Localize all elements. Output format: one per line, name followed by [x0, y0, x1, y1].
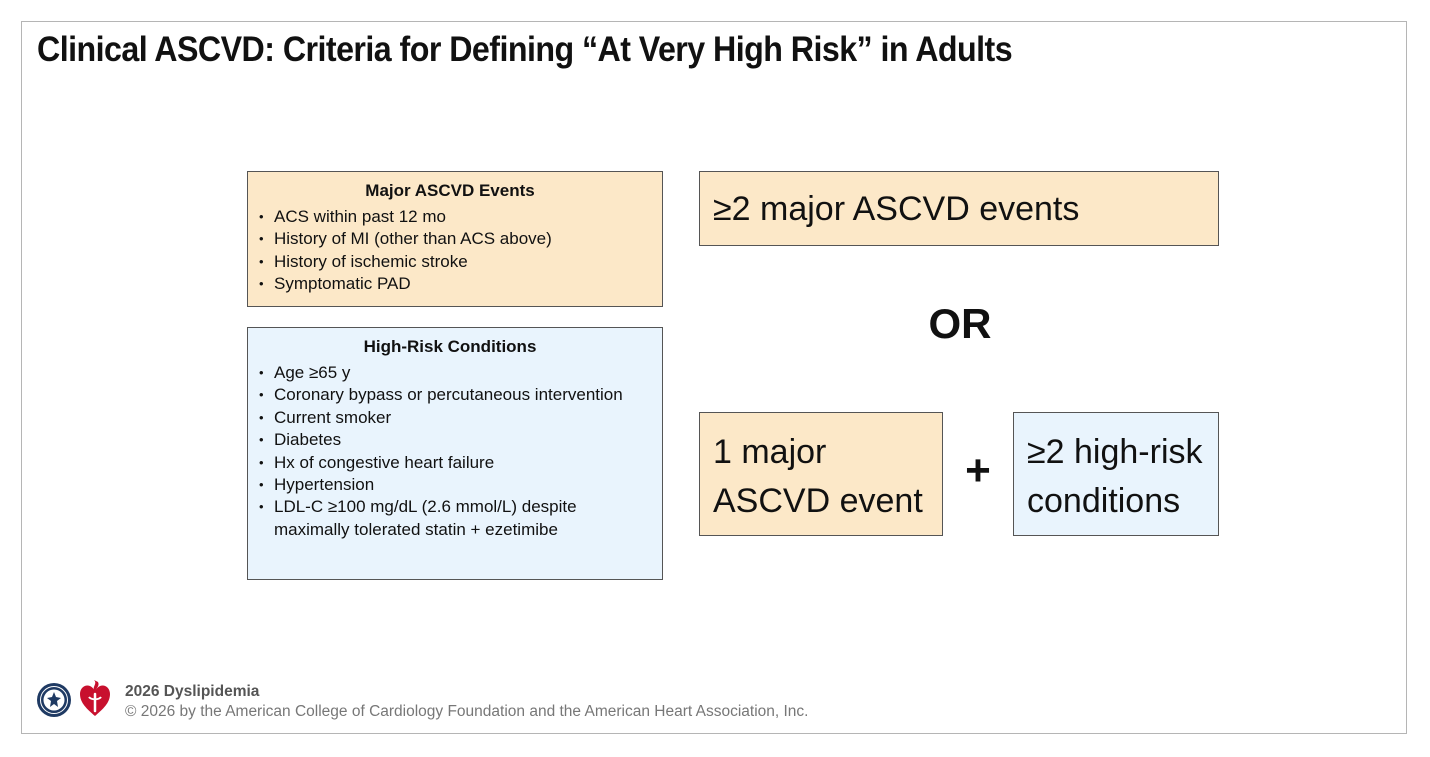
list-item: • ACS within past 12 mo — [274, 206, 652, 228]
major-ascvd-events-list — [248, 206, 652, 296]
major-ascvd-events-heading: Major ASCVD Events — [365, 181, 535, 200]
list-item: • Coronary bypass or percutaneous intervention — [274, 384, 652, 406]
two-high-risk-conditions-text: ≥2 high-risk conditions — [1027, 433, 1203, 520]
aha-heart-torch-icon — [78, 678, 112, 718]
list-item: • Current smoker — [274, 407, 652, 429]
one-major-event-text: 1 major ASCVD event — [713, 433, 923, 520]
list-item: • Diabetes — [274, 429, 652, 451]
one-major-event-box — [699, 412, 943, 536]
list-item: • Age ≥65 y — [274, 362, 652, 384]
two-major-events-box — [699, 171, 1219, 246]
high-risk-conditions-heading: High-Risk Conditions — [363, 337, 537, 356]
high-risk-conditions-list — [248, 362, 652, 541]
footer-title: 2026 Dyslipidemia — [125, 683, 260, 700]
footer-copyright: © 2026 by the American College of Cardiology Foundation and the American Heart Association, Inc. — [125, 703, 809, 720]
list-item: • History of ischemic stroke — [274, 251, 652, 273]
list-item: • Hypertension — [274, 474, 652, 496]
high-risk-conditions-box — [247, 327, 663, 580]
list-item: • Hx of congestive heart failure — [274, 452, 652, 474]
slide-title: Clinical ASCVD: Criteria for Defining “At Very High Risk” in Adults — [37, 30, 1013, 69]
acc-seal-icon — [36, 682, 72, 718]
list-item: • History of MI (other than ACS above) — [274, 228, 652, 250]
major-ascvd-events-box — [247, 171, 663, 307]
list-item: • LDL-C ≥100 mg/dL (2.6 mmol/L) despite maximally tolerated statin + ezetimibe — [274, 496, 652, 541]
list-item: • Symptomatic PAD — [274, 273, 652, 295]
slide-frame — [21, 21, 1407, 734]
two-high-risk-conditions-box — [1013, 412, 1219, 536]
plus-sign: + — [965, 446, 991, 495]
or-label: OR — [928, 300, 992, 347]
footer-text — [125, 682, 808, 722]
two-major-events-text: ≥2 major ASCVD events — [713, 190, 1080, 228]
